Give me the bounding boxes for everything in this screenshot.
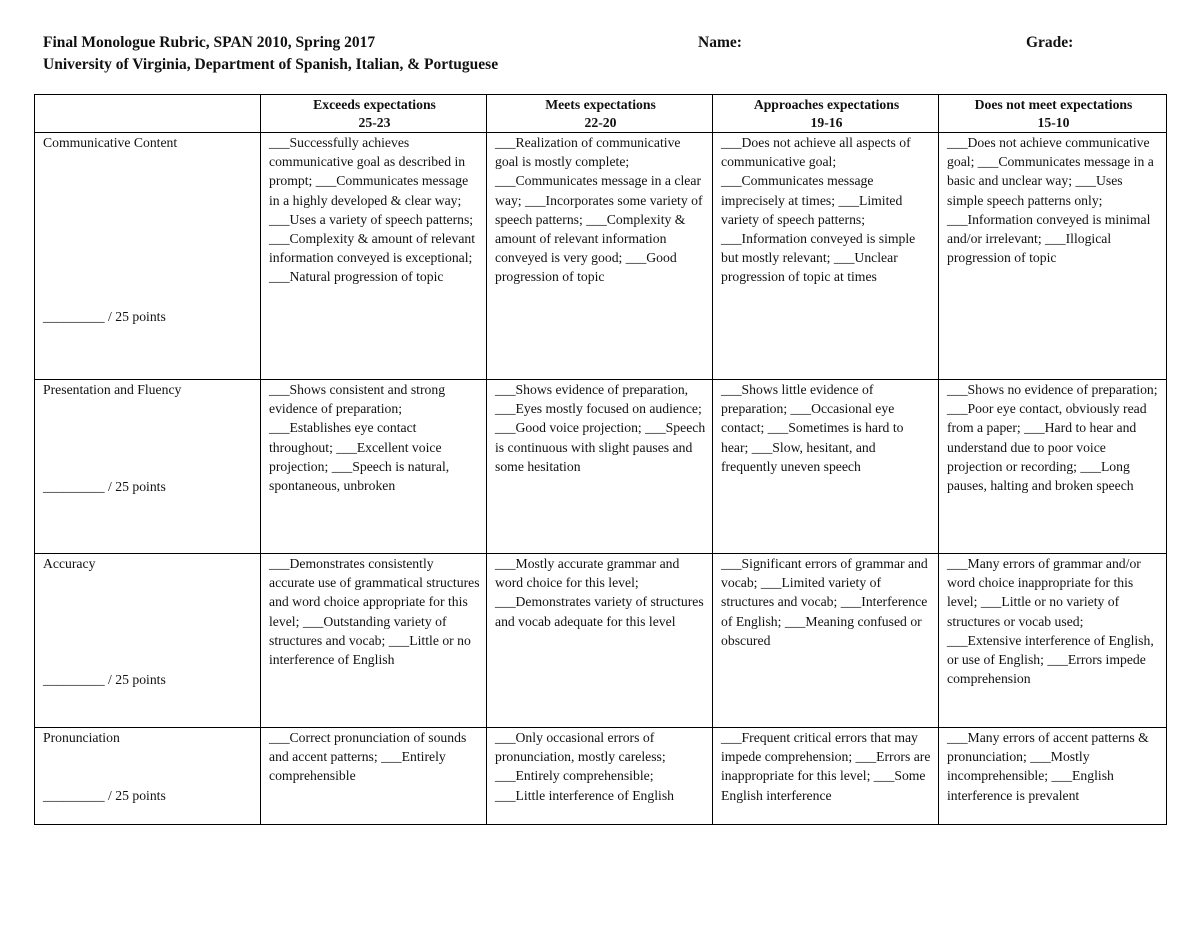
descriptor-cell: ___Successfully achieves communicative goal as described in prompt; ___Communicates message in a highly developed & clear way; ___Uses a variety of speech patterns; ___Complexity & amount of relevant information conveyed is exceptional; ___Natural progression of topic <box>261 133 487 380</box>
descriptor-cell: ___Shows little evidence of preparation; ___Occasional eye contact; ___Sometimes is hard to hear; ___Slow, hesitant, and frequently uneven speech <box>713 380 939 554</box>
descriptor-cell: ___Correct pronunciation of sounds and accent patterns; ___Entirely comprehensible <box>261 728 487 825</box>
column-range: 19-16 <box>810 115 843 130</box>
criterion-name: Pronunciation <box>43 730 120 745</box>
column-label: Meets expectations <box>545 97 656 112</box>
points-field: _________ / 25 points <box>43 788 166 803</box>
column-range: 15-10 <box>1037 115 1070 130</box>
table-row <box>35 728 1167 825</box>
document-title: Final Monologue Rubric, SPAN 2010, Spring 2017 <box>43 34 376 51</box>
criterion-cell <box>35 133 261 380</box>
column-header-approaches <box>713 95 939 133</box>
points-field: _________ / 25 points <box>43 672 166 687</box>
descriptor-cell: ___Many errors of accent patterns & pronunciation; ___Mostly incomprehensible; ___English interference is prevalent <box>939 728 1167 825</box>
descriptor-cell: ___Shows consistent and strong evidence of preparation; ___Establishes eye contact throughout; ___Excellent voice projection; ___Speech is natural, spontaneous, unbroken <box>261 380 487 554</box>
descriptor-cell: ___Shows no evidence of preparation; ___Poor eye contact, obviously read from a paper; ___Hard to hear and understand due to poor voice projection or recording; ___Long pauses, halting and broken speech <box>939 380 1167 554</box>
column-label: Exceeds expectations <box>313 97 436 112</box>
descriptor-cell: ___Significant errors of grammar and vocab; ___Limited variety of structures and vocab; ___Interference of English; ___Meaning confused or obscured <box>713 554 939 728</box>
descriptor-cell: ___Does not achieve communicative goal; ___Communicates message in a basic and unclear way; ___Uses simple speech patterns only; ___Information conveyed is minimal and/or irrelevant; ___Illogical progression of topic <box>939 133 1167 380</box>
descriptor-cell: ___Realization of communicative goal is mostly complete; ___Communicates message in a clear way; ___Incorporates some variety of speech patterns; ___Complexity & amount of relevant information conveyed is very good; ___Good progression of topic <box>487 133 713 380</box>
criterion-name: Presentation and Fluency <box>43 382 182 397</box>
column-header-exceeds <box>261 95 487 133</box>
header-empty-cell <box>35 95 261 133</box>
column-header-meets <box>487 95 713 133</box>
column-range: 25-23 <box>358 115 391 130</box>
document-subtitle: University of Virginia, Department of Spanish, Italian, & Portuguese <box>43 56 499 73</box>
table-row <box>35 554 1167 728</box>
descriptor-cell: ___Many errors of grammar and/or word choice inappropriate for this level; ___Little or no variety of structures or vocab used; ___Extensive interference of English, or use of English; ___Errors impede comprehension <box>939 554 1167 728</box>
criterion-name: Communicative Content <box>43 135 178 150</box>
descriptor-cell: ___Only occasional errors of pronunciation, mostly careless; ___Entirely comprehensible; ___Little interference of English <box>487 728 713 825</box>
column-header-does-not-meet <box>939 95 1167 133</box>
points-field: _________ / 25 points <box>43 309 166 324</box>
column-label: Approaches expectations <box>753 97 900 112</box>
descriptor-cell: ___Mostly accurate grammar and word choice for this level; ___Demonstrates variety of structures and vocab adequate for this level <box>487 554 713 728</box>
rubric-table <box>34 94 1167 825</box>
criterion-cell <box>35 380 261 554</box>
name-label: Name: <box>698 34 742 51</box>
table-row <box>35 380 1167 554</box>
descriptor-cell: ___Does not achieve all aspects of communicative goal; ___Communicates message imprecisely at times; ___Limited variety of speech patterns; ___Information conveyed is simple but mostly relevant; ___Unclear progression of topic at times <box>713 133 939 380</box>
criterion-cell <box>35 554 261 728</box>
grade-label: Grade: <box>1026 34 1074 51</box>
header-row <box>35 95 1167 133</box>
table-row <box>35 133 1167 380</box>
column-range: 22-20 <box>584 115 617 130</box>
descriptor-cell: ___Demonstrates consistently accurate use of grammatical structures and word choice appropriate for this level; ___Outstanding variety of structures and vocab; ___Little or no interference of English <box>261 554 487 728</box>
criterion-name: Accuracy <box>43 556 96 571</box>
document-header <box>43 34 1163 78</box>
descriptor-cell: ___Frequent critical errors that may impede comprehension; ___Errors are inappropriate for this level; ___Some English interference <box>713 728 939 825</box>
criterion-cell <box>35 728 261 825</box>
points-field: _________ / 25 points <box>43 479 166 494</box>
descriptor-cell: ___Shows evidence of preparation, ___Eyes mostly focused on audience; ___Good voice projection; ___Speech is continuous with slight pauses and some hesitation <box>487 380 713 554</box>
column-label: Does not meet expectations <box>974 97 1133 112</box>
